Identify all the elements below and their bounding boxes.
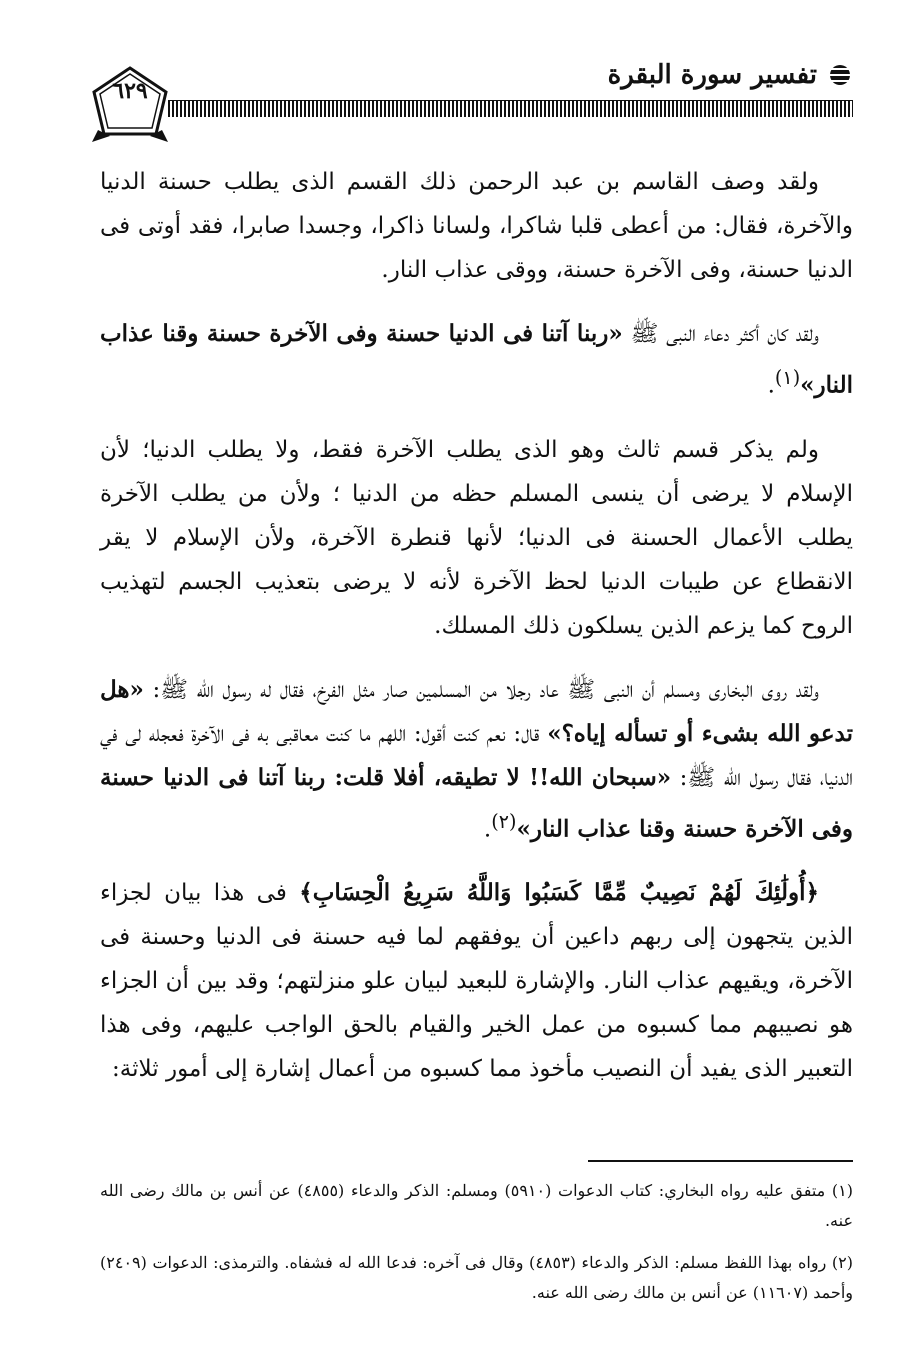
footnote: (٢) رواه بهذا اللفظ مسلم: الذكر والدعاء (٤٨٥٣) وقال فى آخره: فدعا الله له فشفاه. والترمذى: الدعوات (٢٤٠٩) وأحمد (١١٦٠٧) عن أنس بن مالك رضى الله عنه. <box>100 1253 854 1302</box>
paragraph <box>100 871 853 1091</box>
text-run: . <box>483 816 492 843</box>
footnote-separator <box>588 1160 853 1162</box>
footnote-ref: (٢) <box>491 809 517 833</box>
hadith-quote: «سبحان الله!! لا تطيقه، أفلا قلت: ربنا آتنا فى الدنيا حسنة وفى الآخرة حسنة وقنا عذاب النار» <box>100 763 853 843</box>
footnotes <box>100 1176 853 1320</box>
chapter-title: تفسير سورة البقرة <box>607 60 817 90</box>
text-run: فى هذا بيان لجزاء الذين يتجهون إلى ربهم داعين أن يوفقهم لما فيه حسنة فى الدنيا وحسنة فى الآخرة، ويقيهم عذاب النار. والإشارة للبعيد لبيان علو منزلتهم؛ وقد بين أن الجزاء هو نصيبهم مما كسبوه من عمل الخير والقيام بالحق الواجب عليهم، وفى هذا التعبير الذى يفيد أن النصيب مأخوذ مما كسبوه من أعمال إشارة إلى أمور ثلاثة: <box>100 880 853 1083</box>
text-run: قال: نعم كنت أقول: اللهم ما كنت معاقبى به فى الآخرة فعجله لى في الدنيا، فقال رسول الله ﷺ: <box>100 720 853 791</box>
paragraph <box>100 668 853 852</box>
ornament-icon <box>827 62 853 88</box>
text-run: ولقد روى البخارى ومسلم أن النبى ﷺ عاد رجلا من المسلمين صار مثل الفرخ، فقال له رسول الله ﷺ: <box>143 676 819 703</box>
paragraph: ولقد وصف القاسم بن عبد الرحمن ذلك القسم الذى يطلب حسنة الدنيا والآخرة، فقال: من أعطى قلبا شاكرا، ولسانا ذاكرا، وجسدا صابرا، فقد أوتى فى الدنيا حسنة، وفى الآخرة حسنة، ووقى عذاب النار. <box>100 169 853 283</box>
running-title <box>608 58 853 92</box>
text-run: ولقد كان أكثر دعاء النبى ﷺ <box>622 321 819 347</box>
hadith-quote: «هل تدعو الله بشىء أو تسأله إياه؟» <box>100 675 854 747</box>
header-rule <box>168 100 853 117</box>
hadith-quote: «ربنا آتنا فى الدنيا حسنة وفى الآخرة حسنة وقنا عذاب النار» <box>100 320 853 399</box>
paragraph: ولم يذكر قسم ثالث وهو الذى يطلب الآخرة فقط، ولا يطلب الدنيا؛ لأن الإسلام لا يرضى أن ينسى المسلم حظه من الدنيا ؛ ولأن من يطلب الآخرة يطلب الأعمال الحسنة فى الدنيا؛ لأنها قنطرة الآخرة، ولأن الإسلام لا يقر الانقطاع عن طيبات الدنيا لحظ الآخرة لأنه لا يرضى بتعذيب الجسم لتهذيب الروح كما يزعم الذين يسلكون ذلك المسلك. <box>100 436 853 639</box>
page-number-badge-icon <box>90 64 170 144</box>
page-number: ٦٢٩ <box>112 78 148 104</box>
page-header <box>90 52 853 142</box>
text-run: . <box>767 372 775 399</box>
paragraph <box>100 312 853 408</box>
footnote-ref: (١) <box>774 366 801 389</box>
body-text <box>100 160 853 1111</box>
quran-verse: ﴿أُولَٰئِكَ لَهُمْ نَصِيبٌ مِّمَّا كَسَبُوا وَاللَّهُ سَرِيعُ الْحِسَابِ﴾ <box>299 879 820 907</box>
footnote: (١) متفق عليه رواه البخاري: كتاب الدعوات (٥٩١٠) ومسلم: الذكر والدعاء (٤٨٥٥) عن أنس بن مالك رضى الله عنه. <box>100 1181 853 1230</box>
